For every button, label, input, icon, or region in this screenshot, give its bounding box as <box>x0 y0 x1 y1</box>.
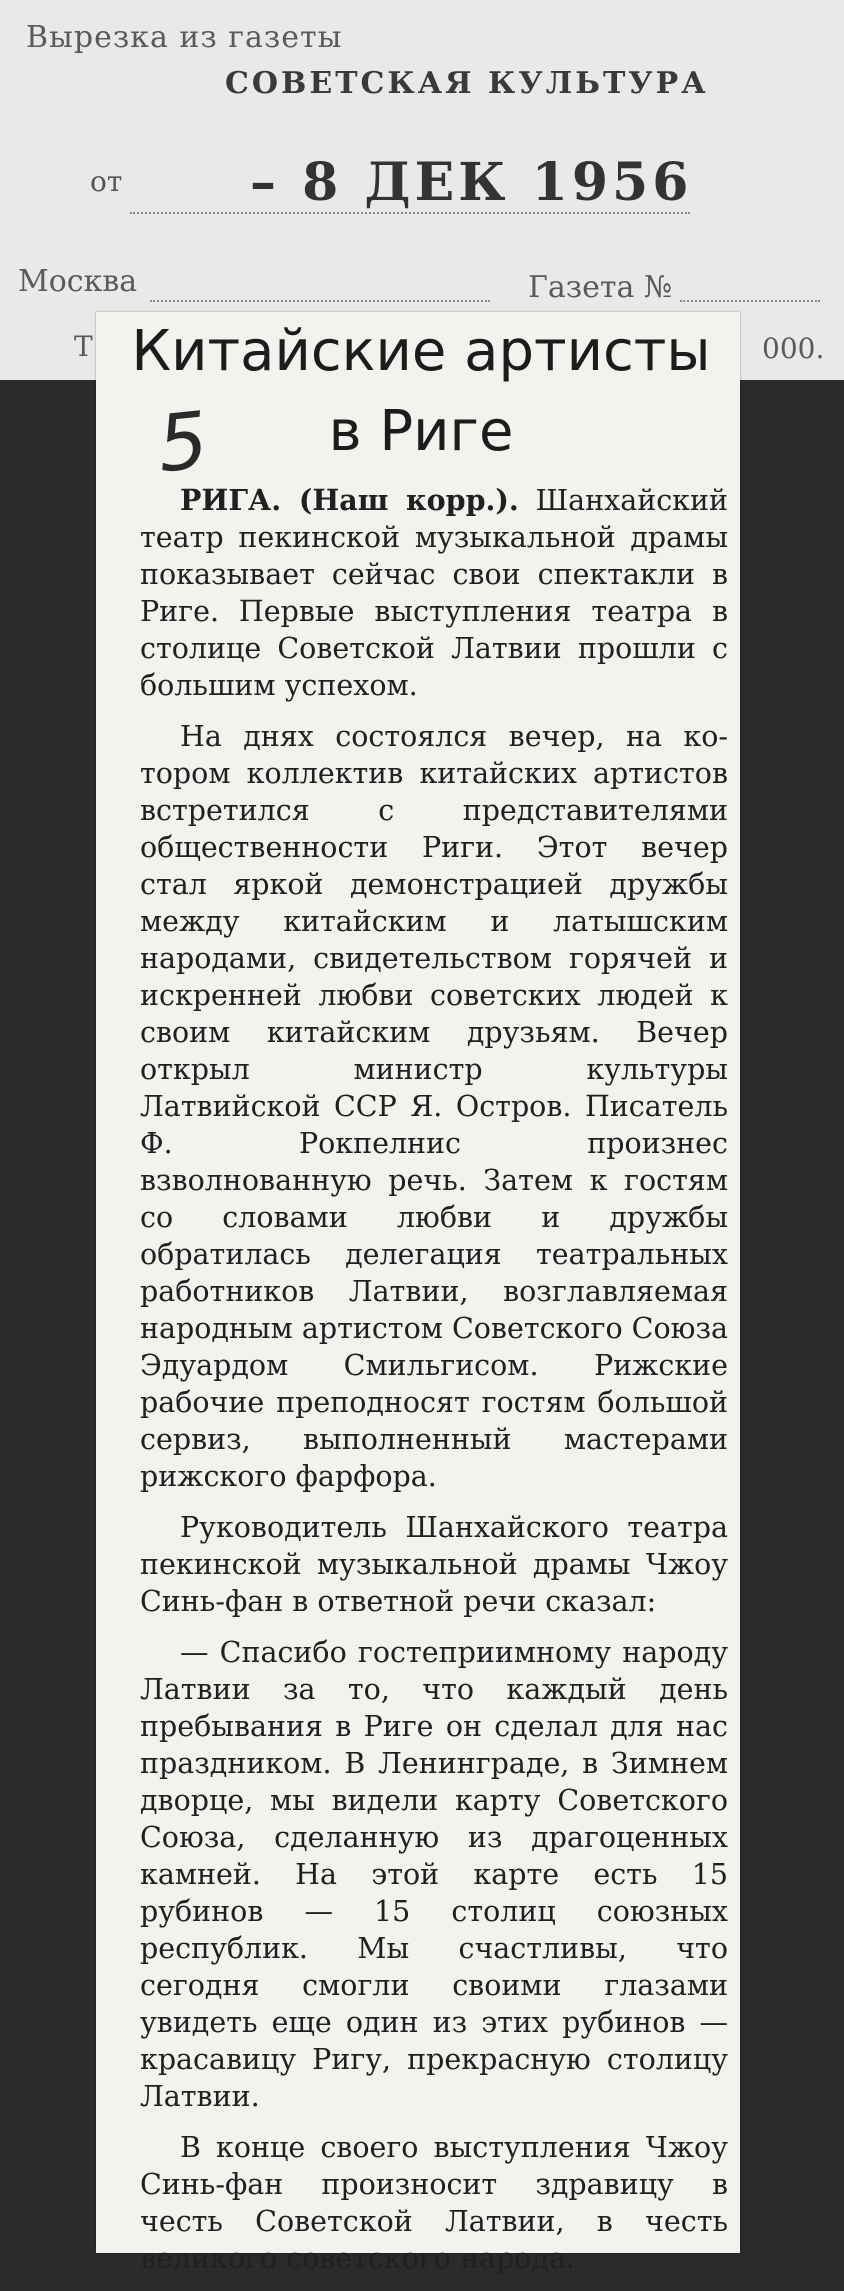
newspaper-clipping <box>96 312 740 2275</box>
dateline: РИГА. (Наш корр.). <box>180 483 519 517</box>
date-prefix: от <box>90 165 123 198</box>
headline-line-2: в Риге <box>328 399 514 464</box>
circulation-label: Т <box>74 330 93 363</box>
newspaper-name: СОВЕТСКАЯ КУЛЬТУРА <box>225 66 709 101</box>
article-paragraph <box>140 482 728 704</box>
headline-line-1: Китайские артисты <box>131 319 711 384</box>
form-label: Вырезка из газеты <box>26 20 343 55</box>
article-paragraph: На днях состоялся вечер, на котором коллектив китайских артистов встретился с представителями общественности Риги. Этот вечер стал яркой демонстрацией дружбы между китайским и латышским народами, свидетельством горячей и искренней любви советских людей к своим китайским друзьям. Вечер открыл министр культуры Латвийской ССР Я. Остров. Писатель Ф. Рокпелнис произнес взволнованную речь. Затем к гостям со словами любви и дружбы обратилась делегация театральных работников Латвии, возглавляемая народным артистом Советского Союза Эдуардом Смильгисом. Рижские рабочие преподносят гостям большой сервиз, выполненный мастерами рижского фарфора. <box>140 720 728 1493</box>
date-stamp: – 8 ДЕК 1956 <box>250 152 693 213</box>
city-dotted-line <box>150 300 490 302</box>
handwritten-number: 5 <box>153 395 213 491</box>
gazette-number-label: Газета № <box>528 270 673 305</box>
number-dotted-line <box>680 300 820 302</box>
article-body <box>140 482 728 2291</box>
article-paragraph: Руководитель Шанхайского театра пекинской музыкальной драмы Чжоу Синь-фан в ответной речи сказал: <box>140 1511 728 1618</box>
article-paragraph: — Спасибо гостеприимному народу Латвии за то, что каждый день пребывания в Риге он сделал для нас праздником. В Ленинграде, в Зимнем дворце, мы видели карту Советского Союза, сделанную из драгоценных камней. На этой карте есть 15 рубинов — 15 столиц союзных республик. Мы счастливы, что сегодня смогли своими глазами увидеть еще один из этих рубинов — красавицу Ригу, прекрасную столицу Латвии. <box>140 1636 728 2113</box>
city-label: Москва <box>18 264 138 299</box>
article-paragraph: В конце своего выступления Чжоу Синь-фан произносит здравицу в честь Советской Латвии, в честь великого советского народа. <box>140 2131 728 2275</box>
circulation-value: 000. <box>762 332 825 365</box>
paragraph-text: Шанхайский театр пекинской музыкальной драмы показывает сейчас свои спектакли в Риге. Первые выступления театра в столице Советской Латвии прошли с большим успехом. <box>140 484 728 702</box>
date-dotted-line <box>130 212 690 214</box>
